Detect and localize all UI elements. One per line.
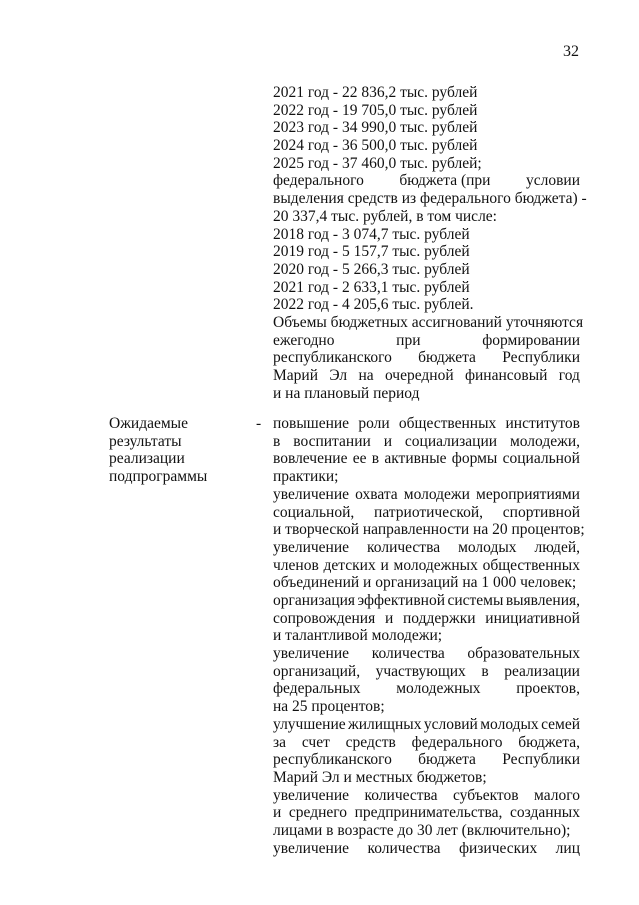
word: количества xyxy=(371,645,445,663)
word: республиканского xyxy=(273,751,392,769)
word: улучшение xyxy=(273,715,346,733)
result-line xyxy=(273,627,580,645)
word: Республики xyxy=(502,751,580,769)
word: Марий Эл и местных бюджетов; xyxy=(273,768,487,786)
word: малого xyxy=(534,786,580,804)
word: эффективной xyxy=(357,591,445,609)
word: очередной xyxy=(384,367,454,385)
federal-line: выделения средств из федерального бюджета) - xyxy=(273,190,587,208)
word: молодежи xyxy=(403,485,470,503)
funding-year-line: 2022 год - 19 705,0 тыс. рублей xyxy=(273,101,478,119)
word: увеличение xyxy=(273,538,350,556)
word: детских xyxy=(323,556,376,574)
word: общественных xyxy=(398,415,497,432)
result-line xyxy=(273,574,580,592)
word: в xyxy=(273,432,281,450)
word: федерального xyxy=(411,733,503,751)
word: и xyxy=(273,804,282,822)
word: год xyxy=(558,367,580,385)
federal-total-line: 20 337,4 тыс. рублей, в том числе: xyxy=(273,207,497,225)
volumes-line xyxy=(273,367,580,385)
word: молодежных xyxy=(393,556,478,574)
word: поддержки xyxy=(403,609,476,627)
results-label-line: подпрограммы xyxy=(109,468,208,486)
word: бюджета (при xyxy=(399,172,491,190)
result-line xyxy=(273,716,580,734)
word: сопровождения xyxy=(273,609,376,627)
word: количества xyxy=(364,786,438,804)
word: социальной xyxy=(502,450,580,468)
result-line xyxy=(273,769,580,787)
word: и xyxy=(383,432,392,450)
results-label-line: реализации xyxy=(109,450,185,468)
word: федеральных xyxy=(273,680,361,698)
federal-year-line: 2020 год - 5 266,3 тыс. рублей xyxy=(273,260,470,278)
result-line xyxy=(273,504,580,522)
word: молодых xyxy=(480,715,539,733)
result-line xyxy=(273,698,580,716)
word: инициативной xyxy=(485,609,580,627)
funding-year-line: 2024 год - 36 500,0 тыс. рублей xyxy=(273,137,478,155)
federal-year-line: 2022 год - 4 205,6 тыс. рублей. xyxy=(273,296,474,314)
word: активные xyxy=(384,450,447,468)
word: организация xyxy=(273,591,356,609)
word: бюджета xyxy=(418,349,476,367)
word: Марий xyxy=(273,367,319,385)
result-line xyxy=(273,450,580,468)
word: вовлечение xyxy=(273,450,348,468)
result-line xyxy=(273,663,580,681)
word: физических xyxy=(458,839,538,857)
federal-line xyxy=(273,172,580,190)
volumes-line xyxy=(273,349,580,367)
word: лиц xyxy=(555,839,580,857)
word: молодых xyxy=(458,538,517,556)
word: охвата xyxy=(355,485,398,503)
volumes-line: и на плановый период xyxy=(273,384,420,402)
results-dash: - xyxy=(256,415,262,432)
word: среднего xyxy=(288,804,348,822)
word: условии xyxy=(525,172,580,190)
word: формировании xyxy=(482,331,580,349)
word: количества xyxy=(367,839,441,857)
word: выявления, xyxy=(505,591,580,609)
word: членов xyxy=(273,556,319,574)
result-line xyxy=(273,521,585,539)
word: роли xyxy=(358,415,390,432)
result-line xyxy=(273,468,580,486)
word: лицами в возрасте до 30 лет (включительно); xyxy=(273,822,571,840)
result-line xyxy=(273,822,580,840)
word: молодежных xyxy=(396,680,481,698)
federal-year-line: 2018 год - 3 074,7 тыс. рублей xyxy=(273,225,470,243)
volumes-line: Объемы бюджетных ассигнований уточняются xyxy=(273,313,584,331)
word: ежегодно xyxy=(273,331,335,349)
word: и xyxy=(380,556,389,574)
word: увеличение xyxy=(273,839,350,857)
funding-year-line: 2021 год - 22 836,2 тыс. рублей xyxy=(273,84,478,101)
word: объединений и организаций на 1 000 человек; xyxy=(273,574,577,592)
word: людей, xyxy=(534,538,580,556)
word: участвующих xyxy=(375,662,466,680)
word: социализации xyxy=(404,432,498,450)
results-block xyxy=(273,415,585,857)
word: в xyxy=(371,450,380,468)
result-line xyxy=(273,557,580,575)
word: на 25 процентов; xyxy=(273,698,385,716)
result-line xyxy=(273,751,580,769)
result-line xyxy=(273,680,580,698)
result-line xyxy=(273,734,580,752)
result-line xyxy=(273,840,580,858)
word: созданных xyxy=(509,804,580,822)
word: и xyxy=(384,609,394,627)
word: институтов xyxy=(505,415,580,432)
word: финансовый xyxy=(464,367,548,385)
word: увеличение xyxy=(273,645,350,663)
result-line xyxy=(273,804,580,822)
word: социальной, xyxy=(273,503,355,521)
word: Республики xyxy=(502,349,580,367)
word: проектов, xyxy=(516,680,580,698)
volumes-line xyxy=(273,332,580,350)
word: ее xyxy=(352,450,367,468)
funding-year-line: 2023 год - 34 990,0 тыс. рублей xyxy=(273,119,478,137)
word: федерального xyxy=(273,172,364,190)
word: спортивной xyxy=(502,503,580,521)
results-label-line: Ожидаемые xyxy=(109,415,188,432)
word: за xyxy=(273,733,287,751)
word: мероприятиями xyxy=(476,485,580,503)
word: практики; xyxy=(273,468,339,486)
word: счет xyxy=(301,733,330,751)
word: системы xyxy=(447,591,504,609)
result-line xyxy=(273,592,580,610)
word: повышение xyxy=(273,415,350,432)
word: количества xyxy=(367,538,441,556)
word: жилищных xyxy=(348,715,422,733)
results-label-line: результаты xyxy=(109,432,182,450)
federal-year-line: 2019 год - 5 157,7 тыс. рублей xyxy=(273,243,470,261)
word: Эл xyxy=(329,367,348,385)
result-line xyxy=(273,787,580,805)
word: предпринимательства, xyxy=(354,804,503,822)
word: семей xyxy=(541,715,580,733)
result-line xyxy=(273,610,580,628)
federal-year-line: 2021 год - 2 633,1 тыс. рублей xyxy=(273,278,470,296)
word: на xyxy=(358,367,374,385)
funding-year-line: 2025 год - 37 460,0 тыс. рублей; xyxy=(273,154,482,172)
word: реализации xyxy=(504,662,580,680)
word: условий xyxy=(423,715,478,733)
word: воспитании xyxy=(293,432,371,450)
word: в xyxy=(481,662,489,680)
result-line xyxy=(273,539,580,557)
word: бюджета xyxy=(418,751,476,769)
result-line xyxy=(273,486,580,504)
word: при xyxy=(396,331,421,349)
word: патриотической, xyxy=(374,503,484,521)
word: образовательных xyxy=(467,645,580,663)
word: и талантливой молодежи; xyxy=(273,627,443,645)
word: увеличение xyxy=(273,485,350,503)
funding-block xyxy=(273,84,587,402)
word: молодежи, xyxy=(509,432,580,450)
word: средств xyxy=(345,733,396,751)
word: республиканского xyxy=(273,349,392,367)
word: организаций, xyxy=(273,662,361,680)
word: и творческой направленности на 20 процентов; xyxy=(273,521,585,539)
word: бюджета, xyxy=(518,733,580,751)
result-line xyxy=(273,433,580,451)
word: увеличение xyxy=(273,786,350,804)
word: субъектов xyxy=(452,786,519,804)
results-label xyxy=(109,415,262,486)
word: общественных xyxy=(482,556,580,574)
result-line xyxy=(273,415,580,433)
result-line xyxy=(273,645,580,663)
page-number: 32 xyxy=(563,43,579,60)
word: формы xyxy=(451,450,498,468)
